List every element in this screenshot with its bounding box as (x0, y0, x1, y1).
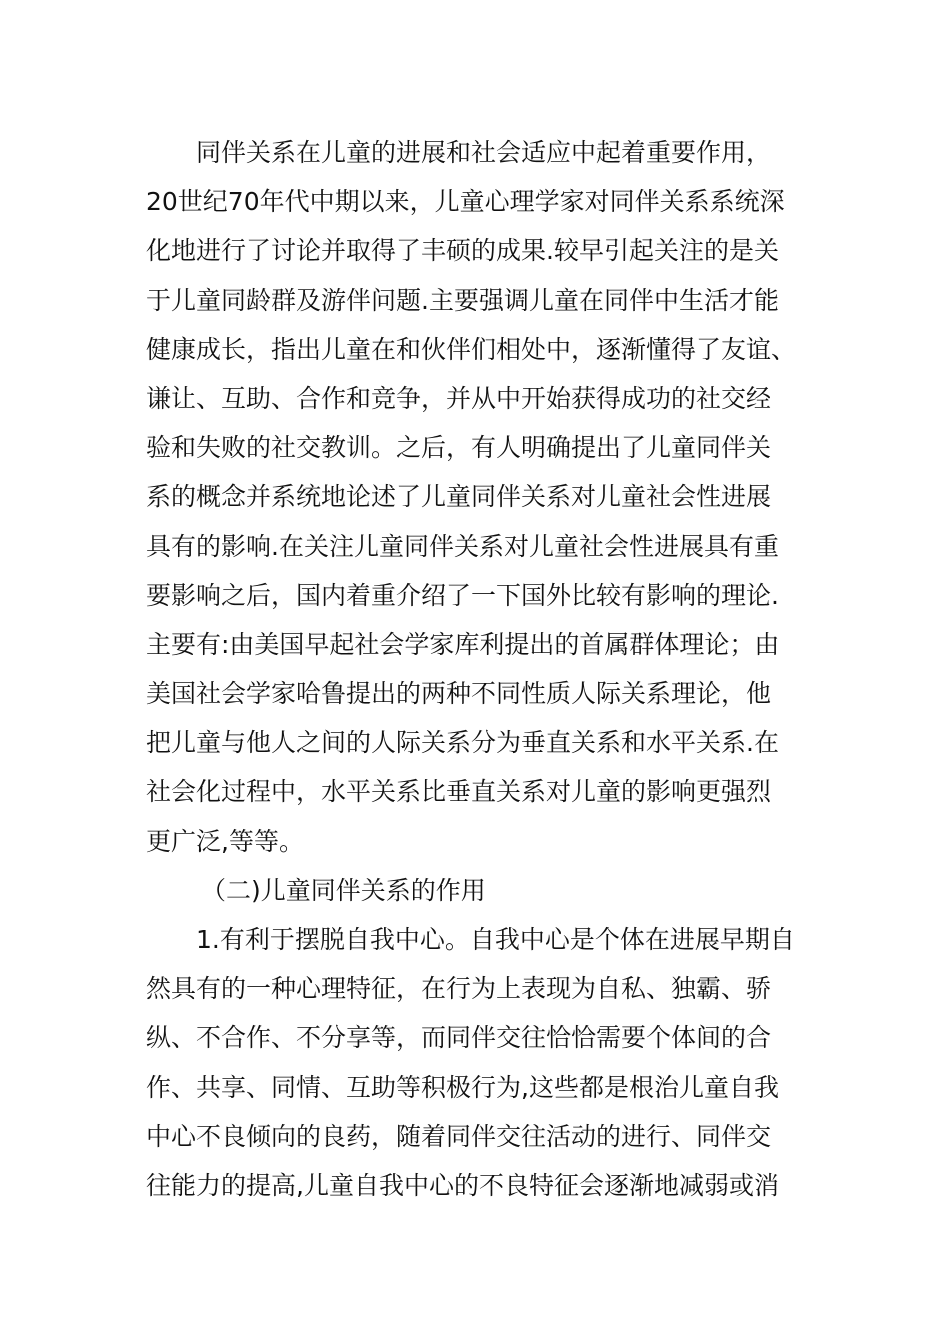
paragraph-line-4: 于儿童同龄群及游伴问题.主要强调儿童在同伴中生活才能 (146, 285, 779, 315)
body-text (146, 128, 811, 1210)
paragraph-line-21: 中心不良倾向的良药，随着同伴交往活动的进行、同伴交 (146, 1121, 772, 1151)
paragraph-line-13: 把儿童与他人之间的人际关系分为垂直关系和水平关系.在 (146, 728, 779, 758)
paragraph-line-5: 健康成长，指出儿童在和伙伴们相处中，逐渐懂得了友谊、 (146, 334, 797, 364)
paragraph-line-11: 主要有:由美国早起社会学家库利提出的首属群体理论；由 (146, 629, 780, 659)
paragraph-line-12: 美国社会学家哈鲁提出的两种不同性质人际关系理论，他 (146, 679, 772, 709)
section-heading: （二)儿童同伴关系的作用 (201, 875, 486, 905)
paragraph-line-2: 20世纪70年代中期以来，儿童心理学家对同伴关系系统深 (146, 187, 785, 217)
paragraph-line-8: 系的概念并系统地论述了儿童同伴关系对儿童社会性进展 (146, 482, 772, 512)
paragraph-line-3: 化地进行了讨论并取得了丰硕的成果.较早引起关注的是关 (146, 236, 779, 266)
paragraph-line-10: 要影响之后，国内着重介绍了一下国外比较有影响的理论. (146, 580, 779, 610)
paragraph-line-18: 然具有的一种心理特征，在行为上表现为自私、独霸、骄 (146, 974, 772, 1004)
paragraph-line-17: 1.有利于摆脱自我中心。自我中心是个体在进展早期自 (196, 925, 795, 954)
paragraph-line-20: 作、共享、同情、互助等积极行为,这些都是根治儿童自我 (146, 1072, 779, 1102)
paragraph-line-6: 谦让、互助、合作和竞争，并从中开始获得成功的社交经 (146, 383, 772, 413)
paragraph-line-22: 往能力的提高,儿童自我中心的不良特征会逐渐地减弱或消 (146, 1170, 779, 1200)
paragraph-line-14: 社会化过程中，水平关系比垂直关系对儿童的影响更强烈 (146, 777, 772, 807)
paragraph-line-7: 验和失败的社交教训。之后，有人明确提出了儿童同伴关 (146, 433, 772, 463)
paragraph-line-19: 纵、不合作、不分享等，而同伴交往恰恰需要个体间的合 (146, 1023, 772, 1053)
paragraph-line-9: 具有的影响.在关注儿童同伴关系对儿童社会性进展具有重 (146, 531, 779, 561)
paragraph-line-15: 更广泛,等等。 (146, 826, 304, 856)
paragraph-line-1: 同伴关系在儿童的进展和社会适应中起着重要作用， (196, 138, 772, 167)
